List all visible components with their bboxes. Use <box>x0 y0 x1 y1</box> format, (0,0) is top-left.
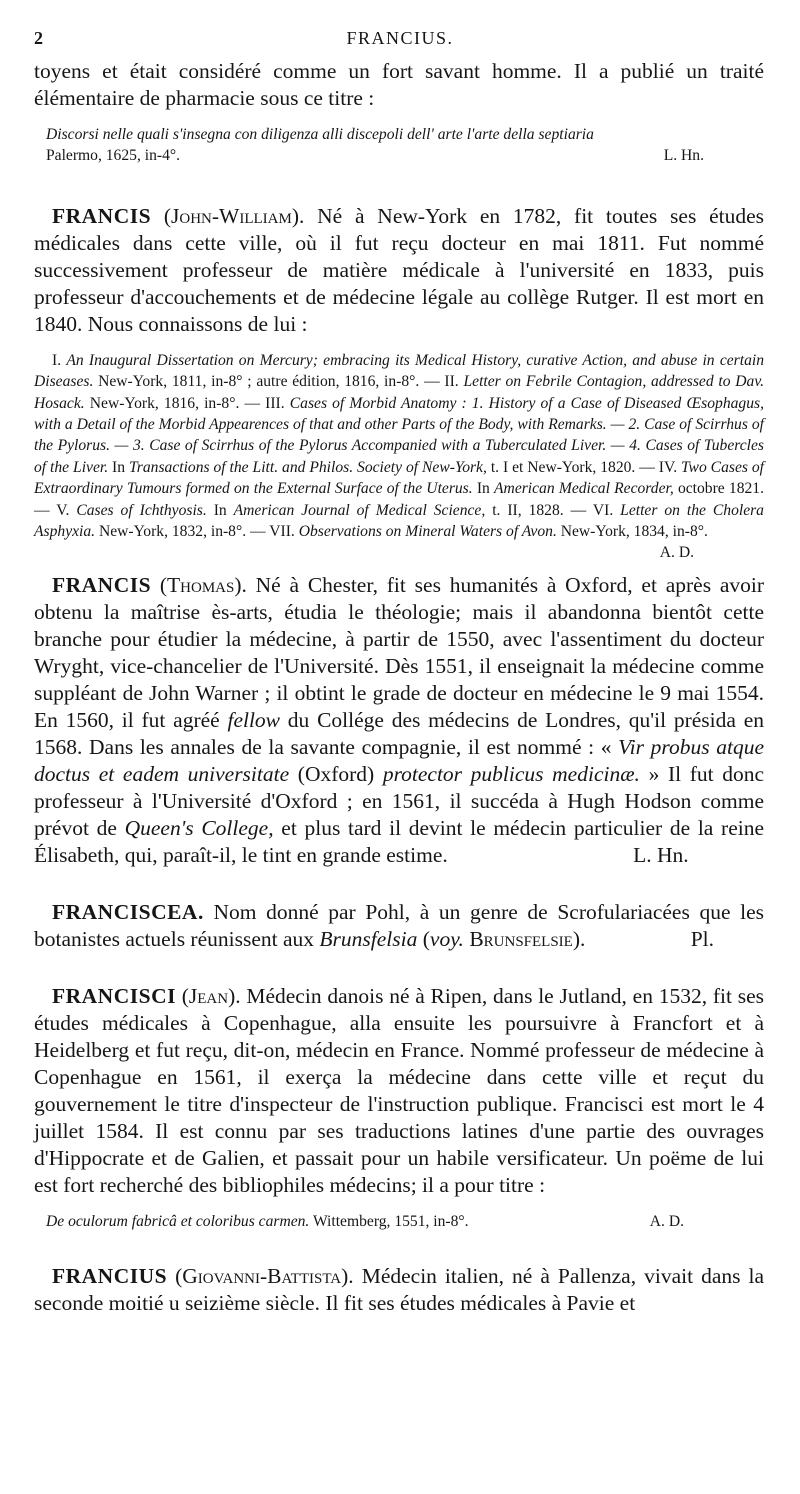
person-name: (John-William). <box>163 203 305 228</box>
entry-text <box>34 203 764 338</box>
work-imprint: t. II, 1828. — <box>485 501 593 519</box>
bibliography-title: Discorsi nelle quali s'insegna con diligenza alli discepoli dell' arte l'arte della septiaria <box>46 126 594 143</box>
author-signature: Pl. <box>690 927 714 952</box>
entry-body: Né à Chester, fit ses humanités à Oxford, et après avoir obtenu la maîtrise ès-arts, étudia le théologie; mais il abandonna bientôt cette branche pour étudier la médecine, à partir de 1550, avec l'assentiment du docteur Wryght, vice-chancelier de l'Université. Dès 1551, il enseignait la médecine comme suppléant de John Warner ; il obtint le grade de docteur en médecine le 9 mai 1554. En 1560, il fut agréé <box>34 573 765 733</box>
page-number: 2 <box>34 28 45 48</box>
work-title: An Inaugural Dissertation on Mercury; embracing its Medical History, curative Action, and abuse in certain Diseases. <box>34 351 764 391</box>
entry-francisci-jean <box>34 983 764 1232</box>
entry-francis-john-william <box>34 203 765 562</box>
headword: FRANCISCEA. <box>52 900 204 925</box>
work-title: American Medical Recorder, <box>494 480 674 498</box>
bibliography-title: De oculorum fabricâ et coloribus carmen. <box>46 1213 310 1231</box>
author-signature: A. D. <box>649 1213 684 1231</box>
entry-body: Nom donné par Pohl, à un genre de Scrofulariacées que les botanistes actuels réunissent aux <box>34 900 764 952</box>
work-number: IV. <box>658 458 682 476</box>
headword: FRANCIS <box>52 203 152 228</box>
work-imprint: octobre 1821. — <box>34 480 764 519</box>
work-number: I. <box>52 351 67 369</box>
bibliography-imprint: Wittemberg, 1551, in-8°. <box>312 1213 469 1231</box>
entry-body: Médecin italien, né à Pallenza, vivait dans la seconde moitié u seizième siècle. Il fit ses études médicales à Pavie et <box>34 1263 765 1315</box>
bibliography-item <box>34 1211 764 1232</box>
entry-text <box>34 572 764 869</box>
latin-quote: Vir probus atque doctus et eadem universitate <box>34 735 764 787</box>
work-imprint: New-York, 1816, in-8°. — <box>84 394 266 412</box>
running-title: FRANCIUS. <box>346 28 454 48</box>
work-title: Cases of Morbid Anatomy : 1. History of a Case of Diseased Œsophagus, with a Detail of the Morbid Appearences of that and other Parts of the Body, with Remarks. — 2. Case of Scirrhus of the Pylorus. — 3. Case of Scirrhus of the Pylorus Accompanied with a Tuberculated Liver. — 4. Cases of Tubercles of the Liver. <box>34 394 764 476</box>
entry-francis-thomas <box>34 572 764 869</box>
work-title: Cases of Ichthyosis. <box>76 501 207 519</box>
headword: FRANCIUS <box>52 1263 168 1288</box>
work-title: Letter on Febrile Contagion, addressed to Dav. Hosack. <box>34 373 764 412</box>
entry-francius-giovanni-battista <box>34 1263 764 1317</box>
work-title: Two Cases of Extraordinary Tumours formed on the External Surface of the Uterus. <box>34 458 764 498</box>
work-title: Letter on the Cholera Asphyxia. <box>34 501 764 541</box>
entry-body: » Il fut donc professeur à l'Université d'Oxford ; en 1561, il succéda à Hugh Hodson comme prévot de <box>34 762 764 841</box>
work-number: VI. <box>592 501 621 519</box>
entry-body: et plus tard il devint le médecin particulier de la reine Élisabeth, qui, paraît-il, le tint en grande estime. <box>34 816 764 868</box>
work-number: III. <box>265 394 290 412</box>
entry-text <box>34 899 764 953</box>
headword: FRANCISCI <box>52 984 176 1009</box>
work-title: Transactions of the Litt. and Philos. Society of New-York, <box>128 458 487 476</box>
author-signature: A. D. <box>659 544 694 562</box>
work-title: American Journal of Medical Science, <box>233 501 486 519</box>
work-number: V. <box>56 501 77 519</box>
entry-text <box>34 983 764 1199</box>
entry-body: ( <box>417 927 430 952</box>
person-name: (Giovanni-Battista). <box>175 1263 354 1288</box>
work-imprint: In <box>108 458 129 476</box>
person-name: (Jean). <box>181 984 241 1009</box>
continuation-text: toyens et était considéré comme un fort savant homme. Il a publié un traité élémentaire de pharmacie sous ce titre : <box>34 59 764 110</box>
latin-quote: protector publicus medicinæ. <box>382 762 640 787</box>
bibliography-imprint: Palermo, 1625, in-4°. <box>46 147 181 165</box>
italic-term: Queen's College, <box>124 816 274 841</box>
work-title: Observations on Mineral Waters of Avon. <box>298 523 557 541</box>
entry-body: du Collége des médecins de Londres, qu'il présida en 1568. Dans les annales de la savante compagnie, il est nommé : « <box>34 708 764 760</box>
entry-body: ). <box>572 927 586 952</box>
work-number: VII. <box>269 523 299 541</box>
page-header <box>34 28 764 58</box>
entry-text <box>34 1263 764 1317</box>
work-imprint: In <box>472 480 495 498</box>
person-name: (Thomas). <box>159 573 247 598</box>
headword: FRANCIS <box>52 573 152 598</box>
entry-body: Né à New-York en 1782, fit toutes ses études médicales dans cette ville, où il fut reçu docteur en mai 1811. Fut nommé successivement professeur de matière médicale à l'université en 1833, puis professeur d'accouchements et de médecine légale au collège Rutger. Il est mort en 1840. Nous connaissons de lui : <box>34 203 765 336</box>
works-list <box>34 350 764 562</box>
work-imprint: New-York, 1834, in-8°. <box>556 523 708 541</box>
work-number: II. <box>444 373 464 391</box>
entry-body: Médecin danois né à Ripen, dans le Jutland, en 1532, fit ses études médicales à Copenhague, alla ensuite les poursuivre à Francfort et à Heidelberg et fut reçu, dit-on, médecin en France. Nommé professeur de médecine à Copenhague en 1561, il exerça la médecine dans cette ville et reçut du gouvernement le titre d'inspecteur de l'instruction publique. Francisci est mort le 4 juillet 1584. Il est connu par ses traductions latines d'une partie des ouvrages d'Hippocrate et de Galien, et passait pour un habile versificateur. Un poëme de lui est fort recherché des bibliophiles médecins; il a pour titre : <box>34 984 764 1198</box>
italic-term: fellow <box>227 708 281 733</box>
entry-continuation <box>34 58 764 167</box>
author-signature: L. Hn. <box>633 843 689 868</box>
work-imprint: t. I et New-York, 1820. — <box>486 458 659 476</box>
work-imprint: New-York, 1811, in-8° ; autre édition, 1816, in-8°. — <box>93 373 445 391</box>
italic-term: Brunsfelsia <box>319 927 418 952</box>
bibliography-item <box>34 124 764 167</box>
entry-franciscea <box>34 899 764 953</box>
work-imprint: New-York, 1832, in-8°. — <box>95 523 270 541</box>
italic-term: voy. <box>429 927 464 952</box>
cross-reference: Brunsfelsie <box>469 927 573 952</box>
work-imprint: In <box>206 501 234 519</box>
entry-body: (Oxford) <box>289 762 383 787</box>
author-signature: L. Hn. <box>663 147 704 165</box>
